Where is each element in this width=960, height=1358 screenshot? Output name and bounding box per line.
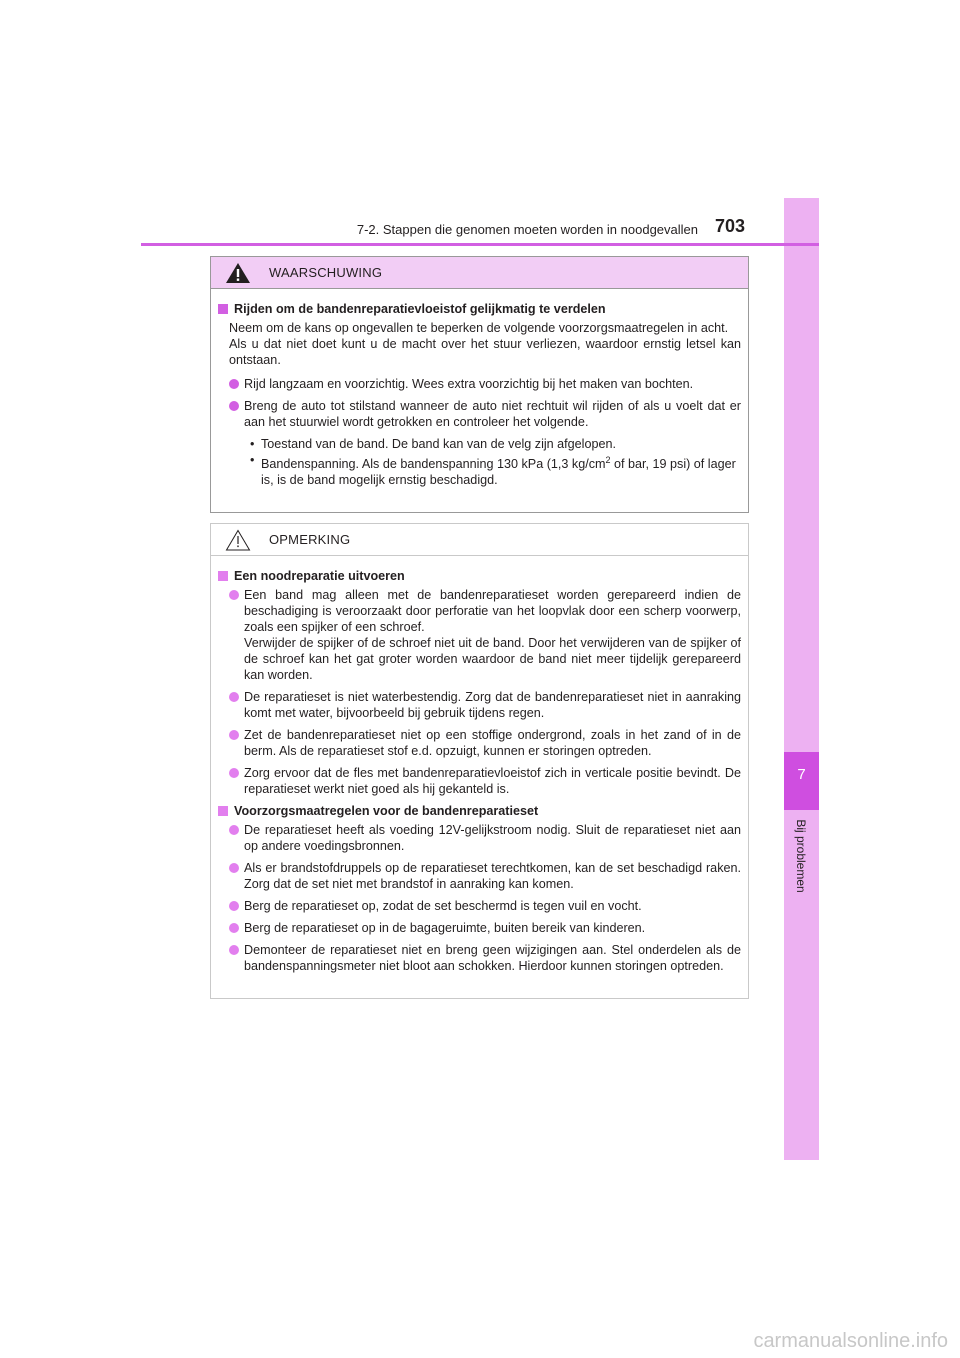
list-item bbox=[218, 689, 741, 721]
warning-intro: Neem om de kans op ongevallen te beperken de volgende voorzorgsmaatregelen in acht. bbox=[229, 321, 729, 335]
notice-box-title: OPMERKING bbox=[269, 532, 351, 547]
list-item bbox=[218, 860, 741, 892]
round-bullet-icon bbox=[229, 901, 239, 911]
warning-triangle-icon bbox=[225, 262, 251, 284]
notice-heading-text: Voorzorgsmaatregelen voor de bandenreparatieset bbox=[234, 804, 539, 818]
round-bullet-icon bbox=[229, 768, 239, 778]
round-bullet-icon bbox=[229, 923, 239, 933]
warning-box bbox=[210, 256, 749, 513]
round-bullet-icon bbox=[229, 945, 239, 955]
round-bullet-icon bbox=[229, 730, 239, 740]
notice-heading-text: Een noodreparatie uitvoeren bbox=[234, 569, 405, 583]
list-item-text: Verwijder de spijker of de schroef niet uit de band. Door het verwijderen van de spijker of de schroef kan het gat groter worden waardoor de band niet meer tijdelijk gerepareerd kan worden. bbox=[244, 636, 741, 682]
warning-box-title: WAARSCHUWING bbox=[269, 265, 383, 280]
list-item bbox=[218, 898, 741, 914]
chapter-number: 7 bbox=[797, 766, 806, 783]
sub-list-item-text bbox=[261, 452, 741, 488]
list-item bbox=[218, 765, 741, 797]
list-item bbox=[218, 398, 741, 430]
warning-intro-2: Als u dat niet doet kunt u de macht over het stuur verliezen, waardoor ernstig letsel kan ontstaan. bbox=[229, 337, 741, 367]
list-item bbox=[218, 727, 741, 759]
list-item bbox=[218, 942, 741, 974]
list-item-text: Berg de reparatieset op in de bagageruimte, buiten bereik van kinderen. bbox=[244, 921, 646, 935]
list-item-text: Rijd langzaam en voorzichtig. Wees extra voorzichtig bij het maken van bochten. bbox=[244, 377, 694, 391]
section-title: 7-2. Stappen die genomen moeten worden in noodgevallen bbox=[356, 222, 698, 237]
notice-heading bbox=[218, 568, 741, 584]
list-item-text: De reparatieset heeft als voeding 12V-gelijkstroom nodig. Sluit de reparatieset niet aan op andere voedingsbronnen. bbox=[244, 823, 741, 853]
square-bullet-icon bbox=[218, 806, 228, 816]
notice-box-body bbox=[211, 556, 748, 974]
notice-box bbox=[210, 523, 749, 999]
notice-triangle-icon bbox=[225, 529, 251, 551]
list-item bbox=[218, 376, 741, 392]
superscript: 2 bbox=[605, 455, 611, 465]
warning-box-body bbox=[211, 289, 748, 488]
pressure-text-b: of bar, 19 psi) of lager is, is de band mogelijk ernstig beschadigd. bbox=[261, 457, 736, 488]
warning-box-header bbox=[211, 257, 748, 289]
list-item-text: Zet de bandenreparatieset niet op een stoffige ondergrond, zoals in het zand of in de berm. Als de reparatieset stof e.d. opzuigt, kunnen er storingen optreden. bbox=[244, 728, 741, 758]
round-bullet-icon bbox=[229, 692, 239, 702]
list-item bbox=[218, 920, 741, 936]
list-item-text: Berg de reparatieset op, zodat de set beschermd is tegen vuil en vocht. bbox=[244, 899, 642, 913]
list-item-text: Een band mag alleen met de bandenreparatieset worden gerepareerd indien de beschadiging is veroorzaakt door perforatie van het loopvlak door een scherp voorwerp, zoals een spijker of een schroef. bbox=[244, 588, 741, 634]
chapter-label: Bij problemen bbox=[794, 819, 808, 893]
header-rule bbox=[141, 243, 819, 246]
square-bullet-icon bbox=[218, 304, 228, 314]
square-bullet-icon bbox=[218, 571, 228, 581]
list-item-text: Als er brandstofdruppels op de reparatieset terechtkomen, kan de set beschadigd raken. Zorg dat de set niet met brandstof in aanraking kan komen. bbox=[244, 861, 741, 891]
sub-bullet-marker: • bbox=[250, 437, 255, 451]
warning-heading-text: Rijden om de bandenreparatievloeistof gelijkmatig te verdelen bbox=[234, 302, 606, 316]
sub-list-item-text: Toestand van de band. De band kan van de velg zijn afgelopen. bbox=[261, 437, 616, 451]
round-bullet-icon bbox=[229, 401, 239, 411]
list-item-text: De reparatieset is niet waterbestendig. Zorg dat de bandenreparatieset niet in aanraking komt met water, bijvoorbeeld bij gebruik tijdens regen. bbox=[244, 690, 741, 720]
list-item-text: Zorg ervoor dat de fles met bandenreparatievloeistof zich in verticale positie bevindt. De reparatieset werkt niet goed als hij gekanteld is. bbox=[244, 766, 741, 796]
warning-heading bbox=[218, 301, 741, 317]
chapter-tab-strip bbox=[784, 198, 819, 1160]
watermark: carmanualsonline.info bbox=[753, 1330, 948, 1352]
round-bullet-icon bbox=[229, 863, 239, 873]
round-bullet-icon bbox=[229, 825, 239, 835]
list-item-text: Breng de auto tot stilstand wanneer de auto niet rechtuit wil rijden of als u voelt dat er aan het stuurwiel wordt getrokken en controleer het volgende. bbox=[244, 399, 741, 429]
round-bullet-icon bbox=[229, 379, 239, 389]
list-item bbox=[218, 587, 741, 635]
sub-list-item bbox=[218, 452, 741, 488]
list-item bbox=[218, 822, 741, 854]
sub-list-item bbox=[218, 436, 741, 452]
round-bullet-icon bbox=[229, 590, 239, 600]
sub-list bbox=[218, 436, 741, 488]
list-item-continuation bbox=[218, 635, 741, 683]
notice-box-header bbox=[211, 524, 748, 556]
sub-bullet-marker: • bbox=[250, 453, 255, 467]
page-number: 703 bbox=[715, 216, 746, 236]
list-item-text: Demonteer de reparatieset niet en breng geen wijzigingen aan. Stel onderdelen als de bandenspanningsmeter niet bloot aan schokken. Hierdoor kunnen storingen optreden. bbox=[244, 943, 741, 973]
pressure-text-a: Bandenspanning. Als de bandenspanning 130 kPa (1,3 kg/cm bbox=[261, 457, 606, 472]
notice-heading bbox=[218, 803, 741, 819]
